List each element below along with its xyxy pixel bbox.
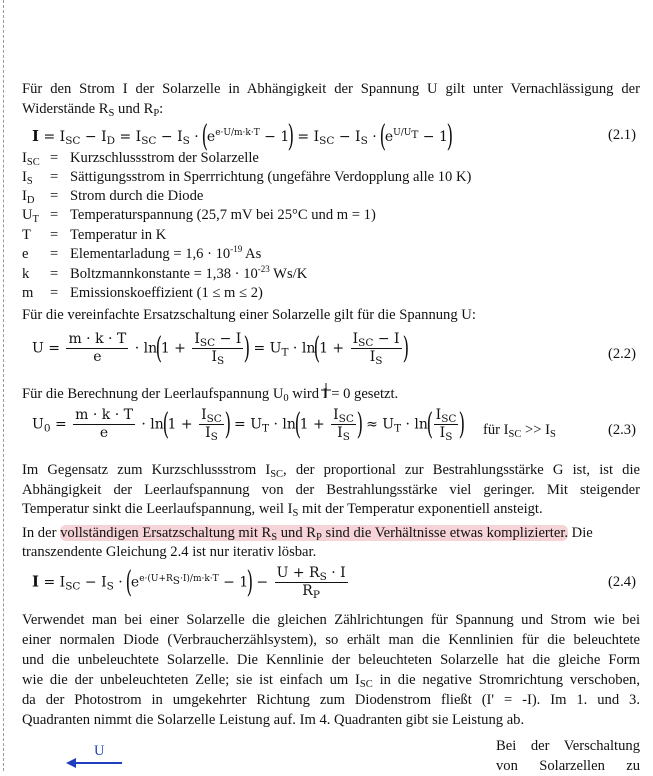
paragraph-5-line-1: Verwendet man bei einer Solarzelle die gleichen Zählrichtungen für Spannung und Strom wie bei — [22, 612, 640, 628]
equals-sign: = — [50, 207, 59, 223]
symbol-e: e — [22, 246, 29, 262]
paragraph-4-line-2: transzendente Gleichung 2.4 ist nur iterativ lösbar. — [22, 544, 317, 560]
symbol-t: T — [22, 227, 31, 243]
paragraph-simplified-circuit: Für die vereinfachte Ersatzschaltung einer Solarzelle gilt für die Spannung U: — [22, 307, 476, 323]
symbol-ut: $U_T$ — [22, 207, 39, 225]
equation-number-2-4: (2.4) — [608, 574, 636, 590]
symbol-desc: Sättigungsstrom in Sperrrichtung (ungefähre Verdopplung alle 10 K) — [70, 169, 472, 185]
paragraph-5-line-6: Quadranten nimmt die Solarzelle Leistung auf. Im 4. Quadranten gibt sie Leistung ab. — [22, 712, 525, 728]
arrow-label: U — [94, 743, 105, 759]
equals-sign: = — [50, 285, 59, 301]
equals-sign: = — [50, 150, 59, 166]
side-text-line-1: Bei der Verschaltung — [496, 738, 640, 754]
intro-line-1: Für den Strom I der Solarzelle in Abhängigkeit der Spannung U gilt unter Vernachlässigung der — [22, 81, 640, 97]
paragraph-5-line-5: da der Photostrom in umgekehrter Richtung zum Diodenstrom fließt (I' = -I). Im 1. und 3. — [22, 692, 640, 708]
symbol-desc: Elementarladung = $1,6 \cdot 10^{-19}$ As — [70, 244, 262, 262]
symbol-id: $I_D$ — [22, 188, 35, 206]
symbol-isc: $I_{SC}$ — [22, 150, 40, 168]
paragraph-5-line-3: und die unbeleuchtete Solarzelle. Die Kennlinie der beleuchteten Solarzelle hat die gleiche Form — [22, 652, 640, 668]
symbol-desc: Emissionskoeffizient (1 ≤ m ≤ 2) — [70, 285, 263, 301]
page-border — [3, 0, 4, 771]
symbol-k: k — [22, 266, 30, 282]
equation-number-2-3: (2.3) — [608, 422, 636, 438]
paragraph-3-line-2: Abhängigkeit der Leerlaufspannung von der Bestrahlungsstärke viel geringer. Mit steigender — [22, 482, 640, 498]
equation-2-4: $I = I_{SC} - I_S \cdot (e^{e\cdot(U+R_S\cdot I)/m\cdot k\cdot T} - 1)$ − $\frac{U + R_S \cdot I}{R_P}$ — [32, 564, 346, 601]
left-arrow-icon — [66, 756, 122, 770]
equation-2-2: U = $\frac{m \cdot k \cdot T}{e}$ · ln(1 + $\frac{I_{SC} - I}{I_S}$ ) = $U_T \cdot \ln(1$ + $\frac{I_{SC} - I}{I_S}$ ) — [32, 330, 409, 367]
equation-2-1: $I = I_{SC} - I_D = I_{SC} - I_S \cdot (e^{e\cdot U/m\cdot k\cdot T} - 1) = I_{SC} - I_S \cdot (e^{U/U_T} - 1)$ — [32, 119, 453, 154]
symbol-desc: Temperatur in K — [70, 227, 167, 243]
symbol-desc: Kurzschlussstrom der Solarzelle — [70, 150, 259, 166]
equals-sign: = — [50, 266, 59, 282]
symbol-desc: Temperaturspannung (25,7 mV bei 25°C und m = 1) — [70, 207, 376, 223]
intro-line-2: Widerstände $R_S$ und $R_P$: — [22, 101, 164, 119]
symbol-desc: Boltzmannkonstante = $1,38 \cdot 10^{-23}$ Ws/K — [70, 264, 308, 282]
equals-sign: = — [50, 227, 59, 243]
highlighted-text: vollständigen Ersatzschaltung mit $R_S$ und $R_P$ sind die Verhältnisse etwas komplizierter. — [60, 525, 569, 543]
symbol-m: m — [22, 285, 34, 301]
equation-2-3-condition: für $I_{SC} >> I_S$ — [483, 422, 556, 440]
equals-sign: = — [50, 246, 59, 262]
equation-2-3: $U_0$ = $\frac{m \cdot k \cdot T}{e}$ · ln(1 + $\frac{I_{SC}}{I_S}$ ) = $U_T \cdot \ln(1$ + $\frac{I_{SC}}{I_S}$ ) ≈ $U_T \cdot \ln$( $\frac{I_{SC}}{I_S}$ ) — [32, 406, 466, 443]
equals-sign: = — [50, 188, 59, 204]
symbol-desc: Strom durch die Diode — [70, 188, 204, 204]
equals-sign: = — [50, 169, 59, 185]
text-cursor-icon — [320, 383, 332, 397]
paragraph-3-line-3: Temperatur sinkt die Leerlaufspannung, weil $I_S$ mit der Temperatur exponentiell ansteigt. — [22, 501, 543, 519]
equation-number-2-1: (2.1) — [608, 127, 636, 143]
symbol-is: $I_S$ — [22, 169, 33, 187]
equation-number-2-2: (2.2) — [608, 346, 636, 362]
side-text-line-2: von Solarzellen zu — [496, 758, 640, 774]
paragraph-5-line-2: einer normalen Diode (Verbraucherzählsystem), so erhält man die Kennlinien für die beleuchtete — [22, 632, 640, 648]
paragraph-3-line-1: Im Gegensatz zum Kurzschlussstrom $I_{SC}$, der proportional zur Bestrahlungsstärke G ist, ist die — [22, 462, 640, 480]
paragraph-5-line-4: wie die der unbeleuchteten Zelle; sie ist einfach um $I_{SC}$ in die negative Stromrichtung verschoben, — [22, 672, 640, 690]
paragraph-4-line-1: In der vollständigen Ersatzschaltung mit $R_S$ und $R_P$ sind die Verhältnisse etwas komplizierter. Die — [22, 525, 593, 543]
paragraph-open-circuit: Für die Berechnung der Leerlaufspannung $U_0$ wird I = 0 gesetzt. — [22, 386, 399, 404]
